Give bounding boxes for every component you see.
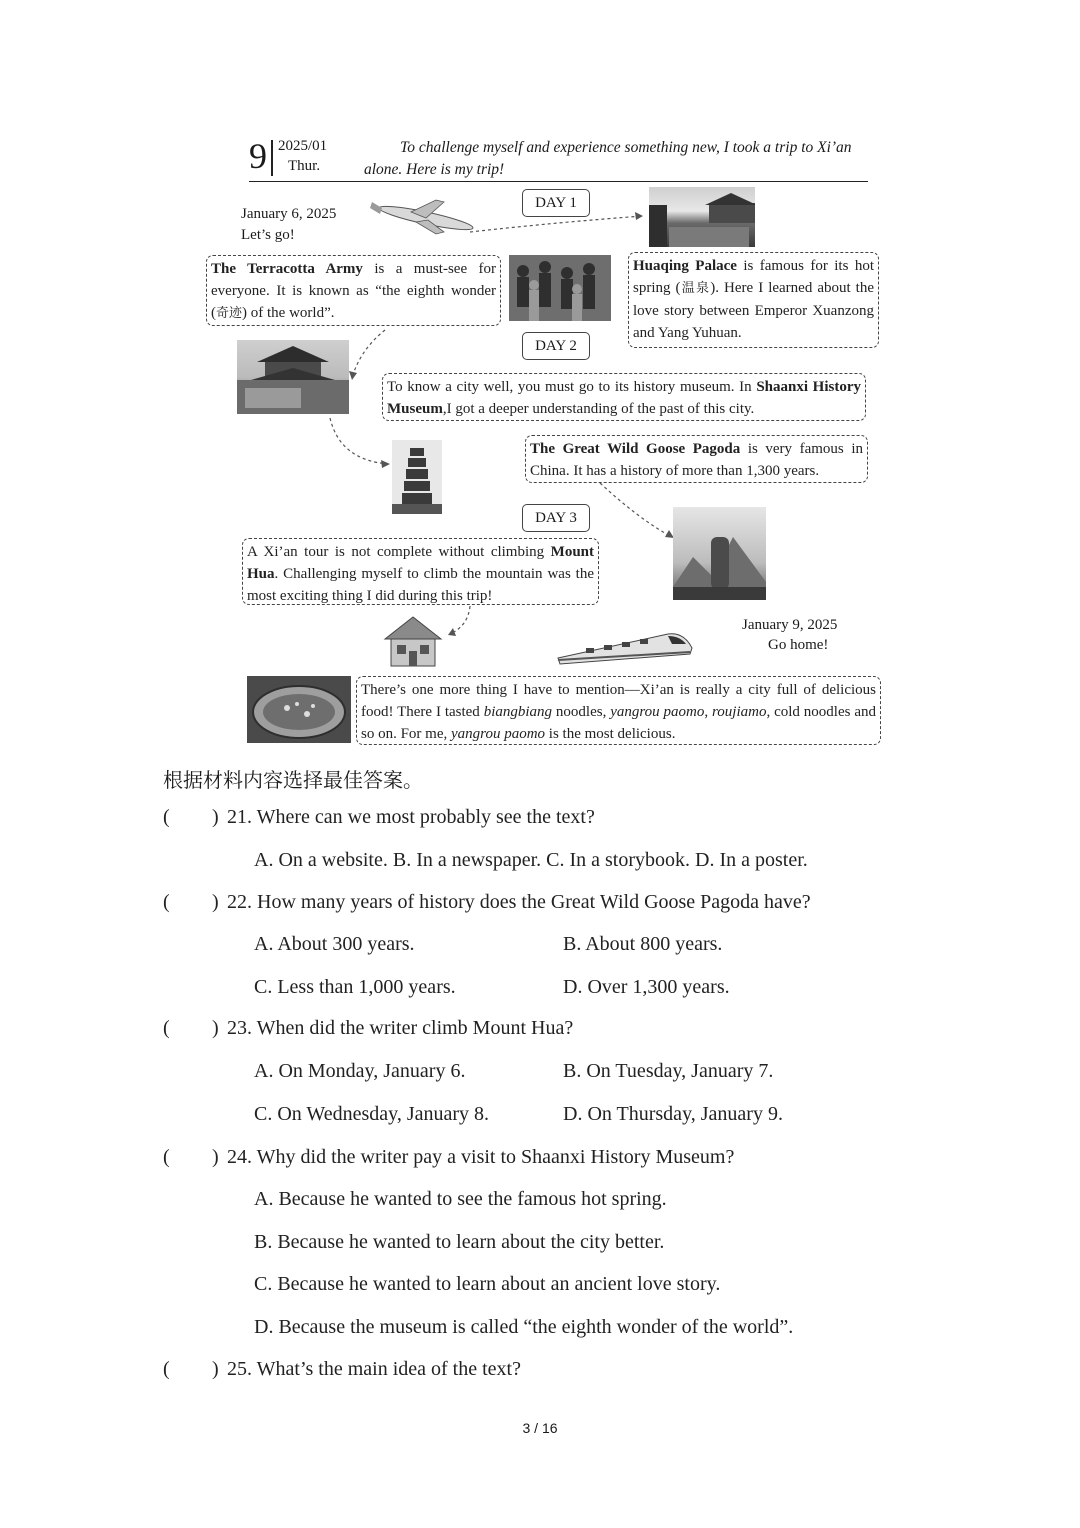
q24-option-a: A. Because he wanted to see the famous hot spring. [254, 1188, 667, 1210]
q23-option-a: A. On Monday, January 6. [254, 1060, 466, 1082]
q22-stem: 22. How many years of history does the Great Wild Goose Pagoda have? [227, 891, 811, 913]
museum-text-box [382, 373, 866, 421]
q25-answer-blank[interactable]: ) [212, 1358, 219, 1380]
huaqing-text-box [628, 252, 879, 348]
house-icon [383, 615, 443, 667]
q23-option-d: D. On Thursday, January 9. [563, 1103, 783, 1125]
q22-option-a: A. About 300 years. [254, 933, 415, 955]
q22-paren-open: ( [163, 891, 170, 913]
q23-stem: 23. When did the writer climb Mount Hua? [227, 1017, 574, 1039]
q23-option-c: C. On Wednesday, January 8. [254, 1103, 490, 1125]
day1-label: DAY 1 [522, 189, 590, 217]
q24-option-d: D. Because the museum is called “the eighth wonder of the world”. [254, 1316, 794, 1338]
food-3: roujiamo [712, 704, 767, 720]
start-date: January 6, 2025 [241, 206, 337, 222]
food-mid-3: , cold noodles and so on. For me, [361, 704, 876, 742]
q24-stem: 24. Why did the writer pay a visit to Shaanxi History Museum? [227, 1146, 735, 1168]
q23-option-b: B. On Tuesday, January 7. [563, 1060, 774, 1082]
q21-answer-blank[interactable]: ) [212, 806, 219, 828]
q24-option-c: C. Because he wanted to learn about an ancient love story. [254, 1273, 721, 1295]
header-weekday: Thur. [288, 158, 321, 174]
arrow-museum-to-pagoda [330, 418, 388, 464]
museum-text-post: ,I got a deeper understanding of the past of this city. [442, 401, 755, 417]
q22-option-c: C. Less than 1,000 years. [254, 976, 456, 998]
q23-paren-open: ( [163, 1017, 170, 1039]
day2-label: DAY 2 [522, 332, 590, 360]
q24-answer-blank[interactable]: ) [212, 1146, 219, 1168]
terracotta-text-pre: is a must-see for everyone. It is known as “the eighth wonder ( [211, 261, 496, 321]
day3-label: DAY 3 [522, 504, 590, 532]
terracotta-text-post: ) of the world”. [242, 305, 335, 321]
huaqing-palace-photo [649, 187, 755, 247]
pagoda-title: The Great Wild Goose Pagoda [530, 441, 741, 457]
page-number: 3 / 16 [522, 1420, 558, 1436]
food-2: yangrou paomo [610, 704, 705, 720]
hua-text-pre: A Xi’an tour is not complete without climbing [247, 544, 551, 560]
food-text-pre: There’s one more thing I have to mention—Xi’an is really a city full of delicious food! There I tasted [361, 682, 876, 720]
header-date: 2025/01 [278, 138, 328, 154]
pagoda-photo [392, 440, 442, 514]
museum-title: Shaanxi History Museum [387, 379, 861, 417]
mount-hua-photo [673, 507, 766, 600]
pagoda-text-post: is very famous in China. It has a history of more than 1,300 years. [530, 441, 863, 479]
q22-answer-blank[interactable]: ) [212, 891, 219, 913]
terracotta-army-photo [509, 255, 611, 321]
q25-paren-open: ( [163, 1358, 170, 1380]
start-note: Let’s go! [241, 227, 295, 243]
q22-option-b: B. About 800 years. [563, 933, 723, 955]
airplane-image [366, 192, 478, 236]
shaanxi-museum-photo [237, 340, 349, 414]
food-4: yangrou paomo [451, 726, 546, 742]
q25-stem: 25. What’s the main idea of the text? [227, 1358, 521, 1380]
q23-answer-blank[interactable]: ) [212, 1017, 219, 1039]
arrow-terracotta-to-museum [352, 330, 385, 378]
q21-paren-open: ( [163, 806, 170, 828]
huaqing-text-pre: is famous for its hot spring ( [633, 258, 874, 296]
q21-options: A. On a website. B. In a newspaper. C. In a storybook. D. In a poster. [254, 849, 808, 871]
end-date: January 9, 2025 [742, 617, 838, 633]
terracotta-zh: 奇迹 [216, 306, 243, 321]
food-text-post: is the most delicious. [545, 726, 676, 742]
header-day-number: 9 [249, 136, 267, 176]
q21-stem: 21. Where can we most probably see the text? [227, 806, 595, 828]
food-text-box [356, 676, 881, 745]
q22-option-d: D. Over 1,300 years. [563, 976, 730, 998]
header-intro: To challenge myself and experience something new, I took a trip to Xi’an alone. Here is my trip! [364, 139, 852, 178]
terracotta-text-box [206, 255, 501, 326]
arrow-pagoda-to-hua-photo [600, 483, 672, 537]
q24-option-b: B. Because he wanted to learn about the city better. [254, 1231, 665, 1253]
instruction: 根据材料内容选择最佳答案。 [163, 768, 423, 792]
food-1: biangbiang [483, 704, 553, 720]
arrow-plane-to-palace [470, 216, 643, 232]
huaqing-zh: 温泉 [680, 281, 711, 296]
food-mid-2: , [704, 704, 712, 720]
mount-hua-text-box [242, 538, 599, 605]
huaqing-text-post: ). Here I learned about the love story between Emperor Xuanzong and Yang Yuhuan. [633, 280, 875, 341]
hua-title: Mount Hua [247, 544, 594, 582]
q24-paren-open: ( [163, 1146, 170, 1168]
food-mid-1: noodles, [552, 704, 611, 720]
train-image [556, 614, 696, 666]
food-photo [247, 676, 351, 743]
hua-text-post: . Challenging myself to climb the mountain was the most exciting thing I did during this trip! [247, 566, 594, 604]
huaqing-title: Huaqing Palace [633, 258, 737, 274]
pagoda-text-box [525, 435, 868, 483]
terracotta-title: The Terracotta Army [211, 261, 363, 277]
museum-text-pre: To know a city well, you must go to its history museum. In [387, 379, 757, 395]
end-note: Go home! [768, 637, 829, 653]
